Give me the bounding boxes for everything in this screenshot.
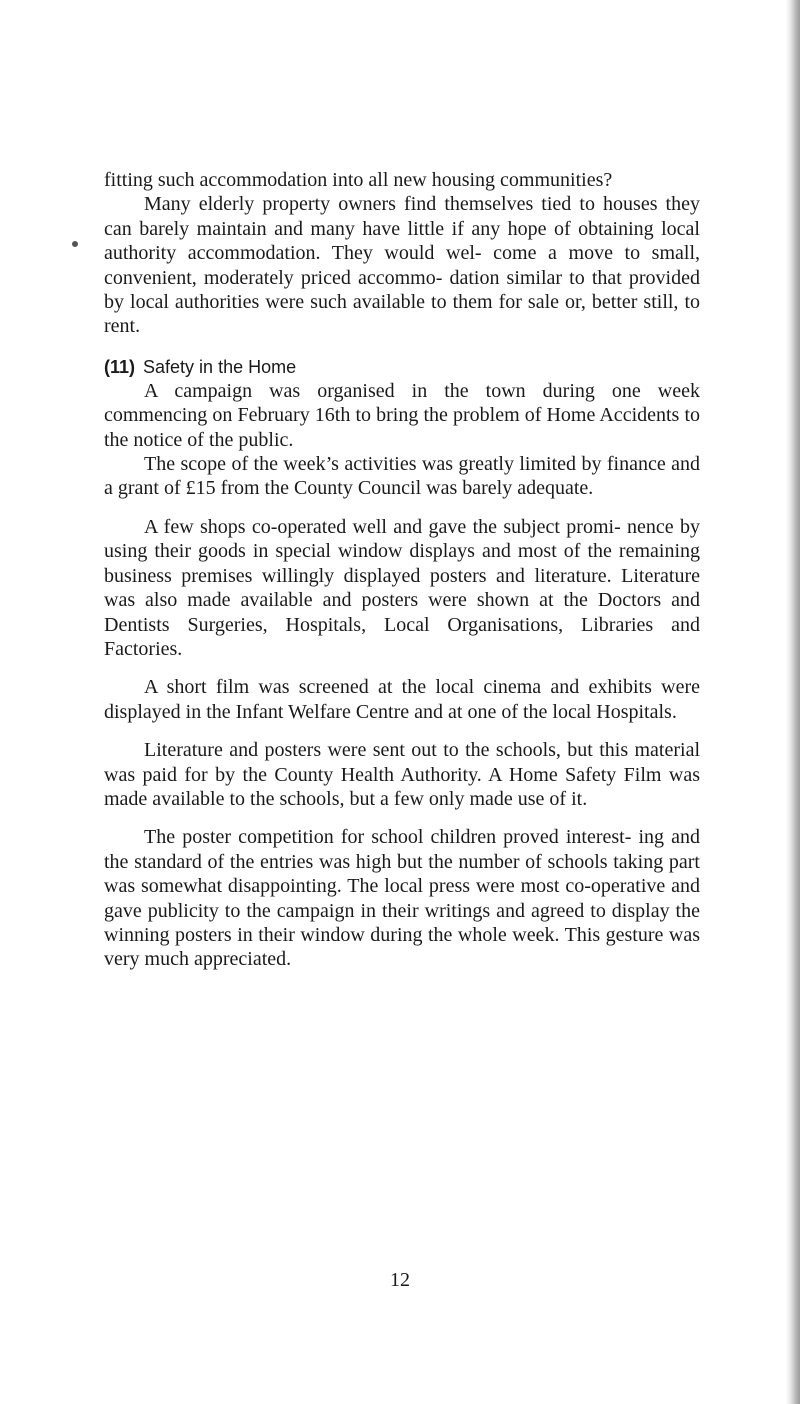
- section-heading: [104, 355, 700, 379]
- section-number: (11): [104, 356, 136, 377]
- paragraph-poster-competition: The poster competition for school children proved interest- ing and the standard of the entries was high but the number of schools taking part was somewhat disappointing. The local press were most co-operative and gave publicity to the campaign in their writings and agreed to display the winning posters in their window during the whole week. This gesture was very much appreciated.: [104, 826, 700, 971]
- page-body: [104, 168, 700, 972]
- paragraph-literature: Literature and posters were sent out to the schools, but this material was paid for by the County Health Authority. A Home Safety Film was made available to the schools, but a few only made use of it.: [104, 739, 700, 810]
- page-number: 12: [390, 1269, 410, 1291]
- paragraph-elderly-owners: Many elderly property owners find themselves tied to houses they can barely maintain and many have little if any hope of obtaining local authority accommodation. They would wel- come a move to small, convenient, moderately priced accommo- dation similar to that provided by local authorities were such available to them for sale or, better still, to rent.: [104, 193, 700, 338]
- paragraph-scope: The scope of the week’s activities was greatly limited by finance and a grant of £15 from the County Council was barely adequate.: [104, 453, 700, 500]
- paragraph-campaign: A campaign was organised in the town during one week commencing on February 16th to bring the problem of Home Accidents to the notice of the public.: [104, 379, 700, 451]
- paragraph-film: A short film was screened at the local cinema and exhibits were displayed in the Infant Welfare Centre and at one of the local Hospitals.: [104, 676, 700, 723]
- paragraph-shops: A few shops co-operated well and gave the subject promi- nence by using their goods in special window displays and most of the remaining business premises willingly displayed posters and literature. Literature was also made available and posters were shown at the Doctors and Dentists Surgeries, Hospitals, Local Organisations, Libraries and Factories.: [104, 515, 700, 660]
- section-title: Safety in the Home: [143, 356, 297, 377]
- paragraph-continuation: fitting such accommodation into all new housing communities?: [104, 169, 613, 191]
- margin-speck: [72, 241, 78, 247]
- page-edge-shadow: [786, 0, 800, 1404]
